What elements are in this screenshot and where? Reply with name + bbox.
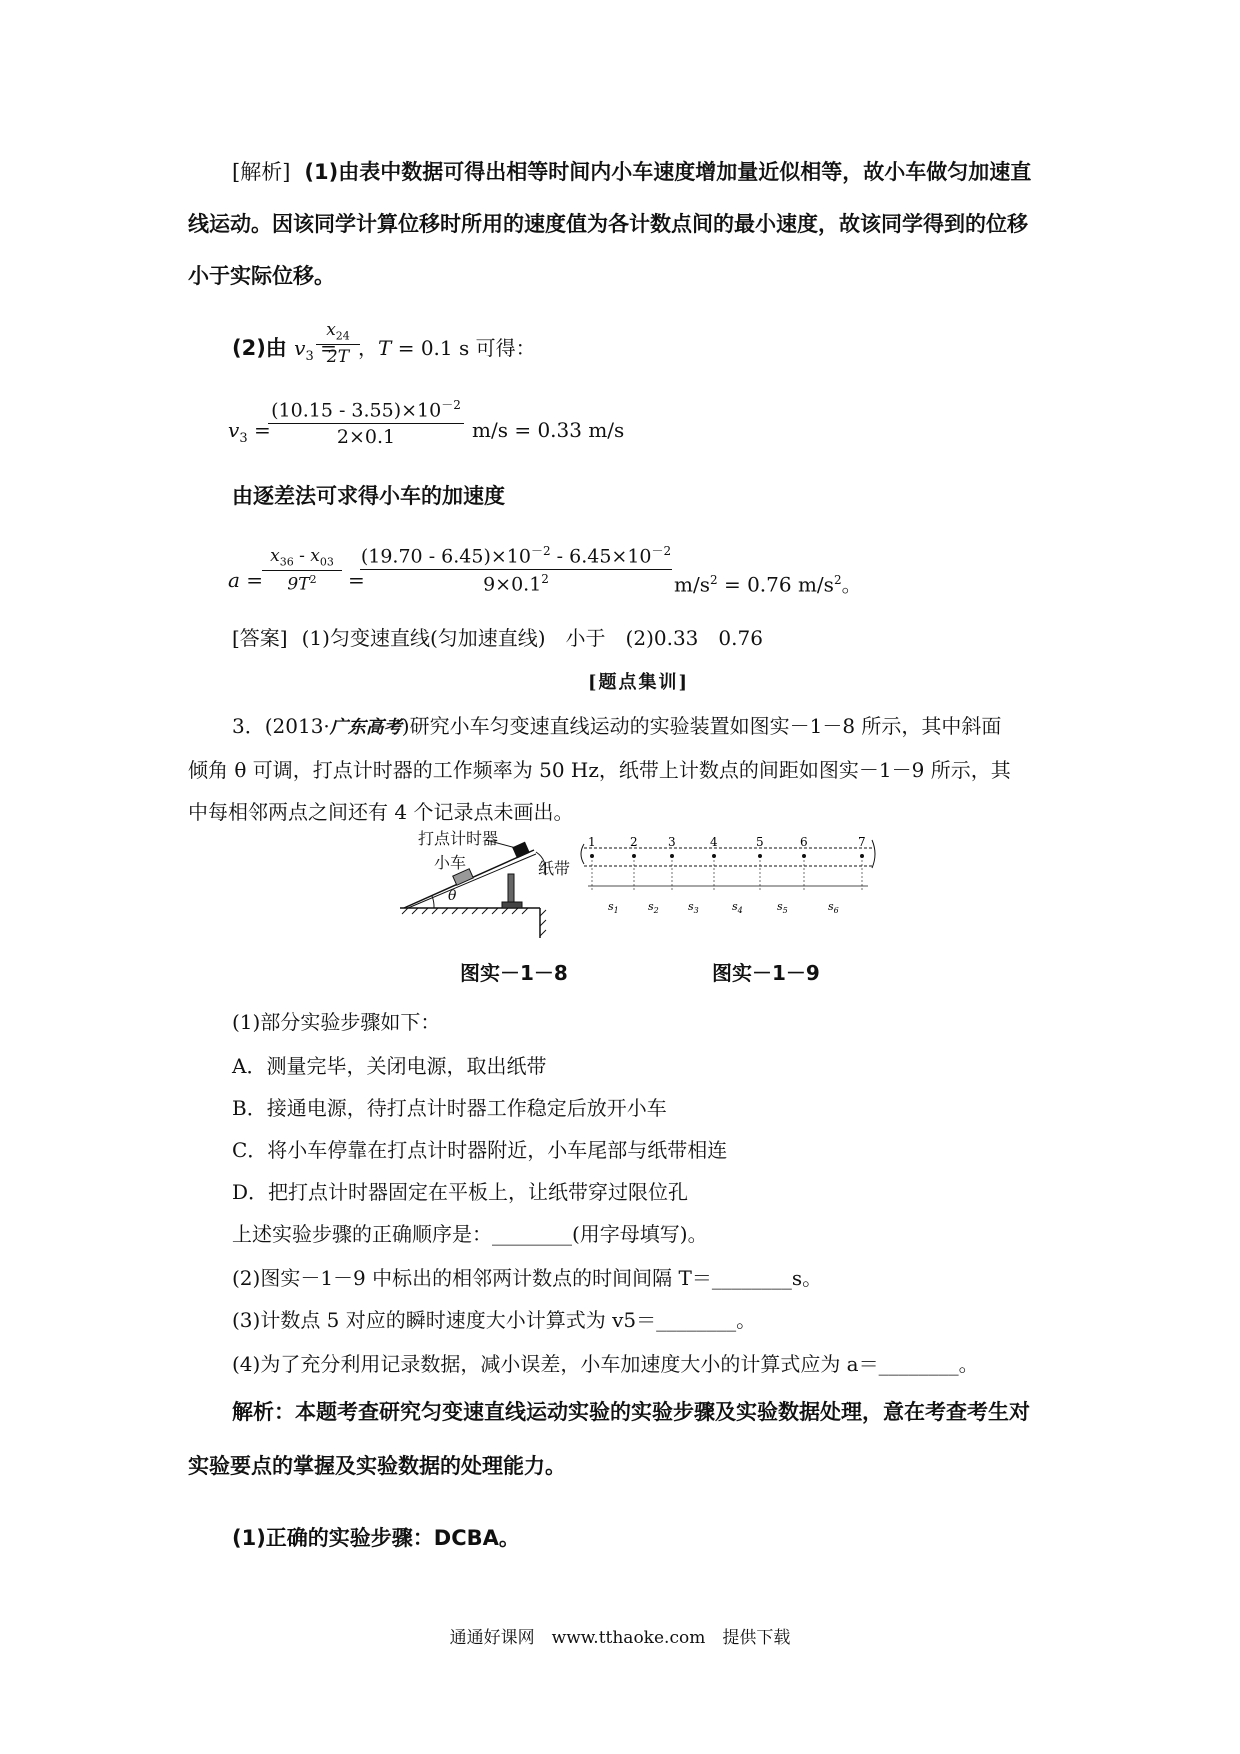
tape-segment-label: $s_2$ [648,900,659,915]
accel-f1-den: 9T [287,575,310,596]
v3-lhs [228,416,271,453]
v3-result: m/s = 0.33 m/s [472,418,625,442]
accel-f1-a-sub: 36 [279,555,294,569]
analysis-tag: [解析] [232,160,291,184]
question-3: (3)计数点 5 对应的瞬时速度大小计算式为 v5＝________。 [232,1308,757,1332]
part2-eq: = [313,336,337,360]
v3-frac-den: 2×0.1 [336,426,396,449]
accel-result-value: = 0.76 m/s [717,572,834,597]
steps-intro: (1)部分实验步骤如下： [232,1010,441,1034]
accel-eq1: = [239,568,264,592]
accel-f1-a: x [270,546,280,566]
tape-point-label: 1 [588,835,596,849]
figure-9-caption: 图实－1－9 [712,961,820,985]
analysis-text-1: (1)由表中数据可得出相等时间内小车速度增加量近似相等，故小车做匀加速直 [304,160,1032,184]
analysis-line-2: 线运动。因该同学计算位移时所用的速度值为各计数点间的最小速度，故该同学得到的位移 [188,212,1028,236]
v3-eq: = [247,418,271,442]
tape-segment-label: $s_5$ [777,900,788,915]
accel-fraction-1 [262,546,342,595]
part2-frac-num-sub: 24 [335,329,350,343]
accel-f1-b-sub: 03 [319,555,334,569]
question-4: (4)为了充分利用记录数据，减小误差，小车加速度大小的计算式应为 a＝________。 [232,1352,979,1376]
tape-point-label: 7 [858,835,866,849]
tape-point-label: 3 [668,835,676,849]
accel-result-unit: m/s [674,572,710,597]
answer-text: (1)匀变速直线(匀加速直线) 小于 (2)0.33 0.76 [301,626,763,650]
accel-f1-den-exp: 2 [309,573,317,587]
figure-8-caption: 图实－1－8 [460,961,568,985]
q3-prefix: 3．(2013· [232,714,330,738]
v3-lhs-v: v [228,418,240,442]
part2-suffix1: ， [358,336,378,360]
part2-frac-den: 2T [326,347,350,368]
tape-point-label: 2 [630,835,638,849]
v3-frac-num: (10.15 - 3.55)×10 [271,399,442,422]
accel-f1-mid: - [293,546,311,566]
answer-line [232,624,763,652]
tape-segment-label: $s_6$ [828,900,839,915]
v3-frac-num-exp: －2 [441,398,461,412]
accel-intro: 由逐差法可求得小车的加速度 [232,484,505,508]
analysis-line-1 [232,158,1031,186]
part2-prefix: (2)由 [232,336,295,360]
part2-suffix2: = 0.1 s 可得： [391,336,536,360]
part2-frac-num: x [326,320,336,340]
q3-line-3: 中每相邻两点之间还有 4 个记录点未画出。 [188,800,574,824]
q3-line-1 [232,712,1001,742]
accel-f2-num-exp2: －2 [651,544,672,558]
accel-f1-b: x [310,546,320,566]
step-b: B．接通电源，待打点计时器工作稳定后放开小车 [232,1096,667,1120]
tape-point-label: 4 [710,835,718,849]
steps-order: 上述实验步骤的正确顺序是：________(用字母填写)。 [232,1222,708,1246]
step-d: D．把打点计时器固定在平板上，让纸带穿过限位孔 [232,1180,689,1204]
q3-line-1-rest: )研究小车匀变速直线运动的实验装置如图实－1－8 所示，其中斜面 [401,714,1002,738]
fig8-label-tape: 纸带 [538,859,571,878]
question-2: (2)图实－1－9 中标出的相邻两计数点的时间间隔 T＝________s。 [232,1266,823,1290]
part2-v: v [294,336,306,360]
fig8-label-timer: 打点计时器 [418,829,499,848]
tape-segment-label: $s_1$ [608,900,619,915]
accel-fraction-2 [360,542,672,596]
accel-eq2: = [348,568,365,592]
tape-point-label: 5 [756,835,764,849]
part2-suffix [358,334,536,362]
part2-fraction [313,320,360,368]
accel-result-value-exp: 2 [833,573,842,587]
accel-f2-num-exp: －2 [530,544,551,558]
accel-f2-den-exp: 2 [541,572,549,587]
accel-f2-num: (19.70 - 6.45)×10 [360,545,531,568]
figure-9-tape [578,830,888,930]
answer-tag: [答案] [232,626,288,650]
accel-result-exp: 2 [709,573,718,587]
section-title: [题点集训] [588,672,690,693]
tape-point-label: 6 [800,835,808,849]
analysis2-line-1: 解析：本题考查研究匀变速直线运动实验的实验步骤及实验数据处理，意在考查考生对 [232,1400,1030,1424]
analysis-line-3: 小于实际位移。 [188,264,335,288]
tape-segment-label: $s_3$ [688,900,699,915]
accel-result-end: 。 [841,572,862,597]
accel-lhs-a: a [228,568,240,592]
fig8-label-car: 小车 [434,853,467,872]
q3-line-2: 倾角 θ 可调，打点计时器的工作频率为 50 Hz，纸带上计数点的间距如图实－1－9 所示，其 [188,758,1011,782]
step-a: A．测量完毕，关闭电源，取出纸带 [232,1054,547,1078]
part2-v-sub: 3 [305,349,314,364]
accel-f2-mid: - 6.45×10 [550,545,652,568]
step-c: C．将小车停靠在打点计时器附近，小车尾部与纸带相连 [232,1138,728,1162]
v3-fraction [268,396,464,448]
accel-result [674,566,862,599]
accel-f2-den: 9×0.1 [483,573,542,596]
v3-lhs-sub: 3 [239,431,248,446]
accel-lhs [228,566,263,594]
footer: 通通好课网 www.tthaoke.com 提供下载 [449,1628,791,1648]
q3-source: 广东高考 [329,717,402,738]
fig8-label-theta: θ [448,888,457,904]
analysis2-line-3: (1)正确的实验步骤：DCBA。 [232,1526,520,1550]
part2-T: T [378,336,392,360]
analysis2-line-2: 实验要点的掌握及实验数据的处理能力。 [188,1454,566,1478]
tape-segment-label: $s_4$ [732,900,743,915]
